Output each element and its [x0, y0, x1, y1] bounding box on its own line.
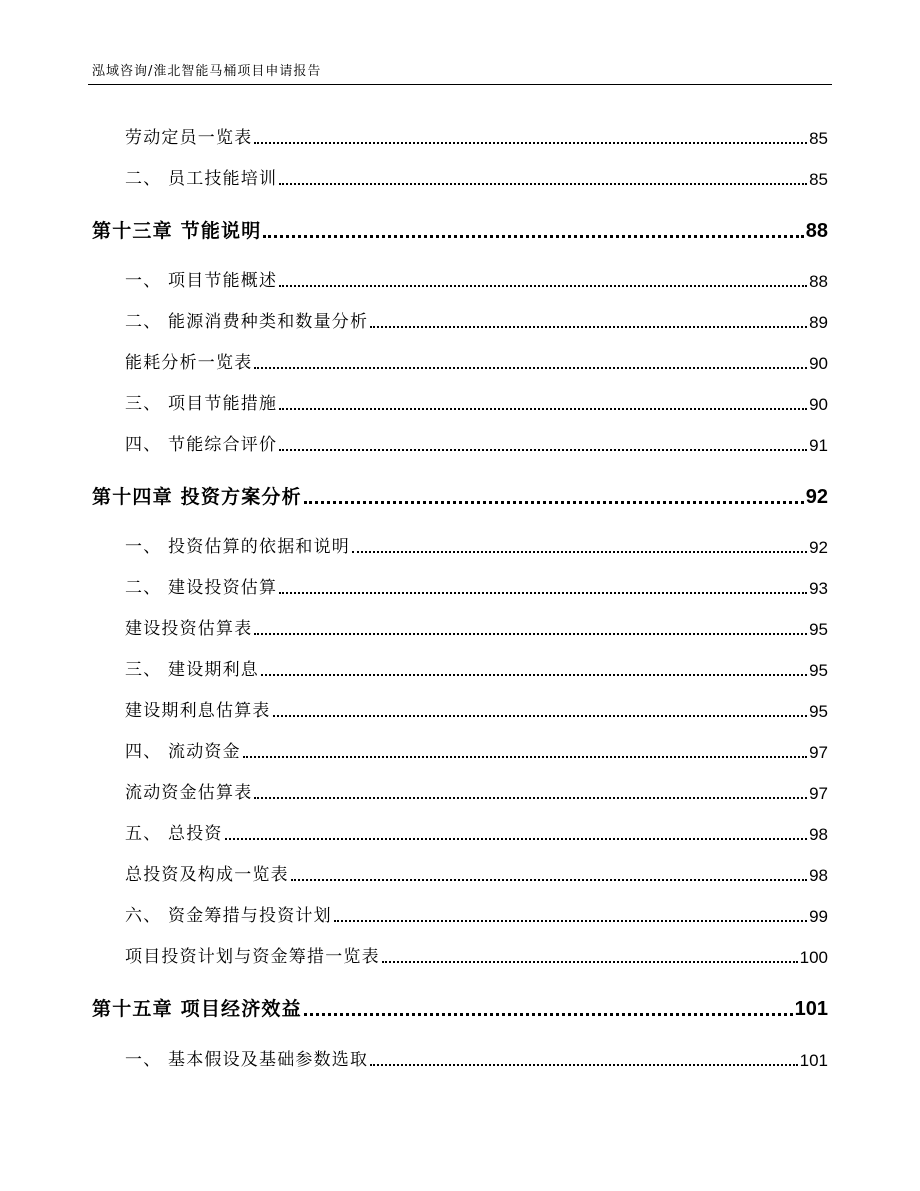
toc-entry-title: 第十四章 投资方案分析 [92, 486, 302, 508]
toc-section-entry[interactable] [125, 309, 828, 331]
toc-entry-title: 项目投资计划与资金筹措一览表 [125, 947, 380, 967]
toc-section-entry[interactable] [125, 862, 828, 884]
toc-entry-title: 六、 资金筹措与投资计划 [125, 906, 332, 926]
toc-entry-title: 劳动定员一览表 [125, 128, 253, 148]
toc-entry-page-number: 93 [809, 579, 828, 598]
toc-section-entry[interactable] [125, 780, 828, 802]
dot-leader [304, 1013, 793, 1016]
toc-entry-title: 二、 员工技能培训 [125, 169, 278, 189]
toc-entry-page-number: 97 [809, 743, 828, 762]
dot-leader [254, 797, 807, 799]
dot-leader [225, 838, 807, 840]
dot-leader [243, 756, 807, 758]
dot-leader [382, 961, 798, 963]
dot-leader [304, 501, 804, 504]
dot-leader [279, 183, 807, 185]
dot-leader [370, 326, 807, 328]
dot-leader [261, 674, 807, 676]
toc-section-entry[interactable] [125, 125, 828, 147]
toc-section-entry[interactable] [125, 575, 828, 597]
toc-entry-page-number: 101 [794, 998, 828, 1020]
toc-entry-page-number: 95 [809, 620, 828, 639]
toc-entry-title: 三、 建设期利息 [125, 660, 260, 680]
toc-entry-title: 五、 总投资 [125, 824, 223, 844]
dot-leader [254, 142, 807, 144]
toc-entry-title: 二、 能源消费种类和数量分析 [125, 312, 369, 332]
toc-entry-page-number: 92 [805, 486, 828, 508]
toc-entry-title: 能耗分析一览表 [125, 353, 253, 373]
toc-section-entry[interactable] [125, 391, 828, 413]
toc-entry-page-number: 85 [809, 170, 828, 189]
toc-entry-title: 四、 流动资金 [125, 742, 241, 762]
toc-section-entry[interactable] [125, 616, 828, 638]
toc-entry-title: 总投资及构成一览表 [125, 865, 289, 885]
toc-chapter-entry[interactable] [92, 481, 828, 507]
dot-leader [279, 449, 807, 451]
toc-entry-page-number: 95 [809, 702, 828, 721]
dot-leader [291, 879, 807, 881]
toc-entry-title: 建设投资估算表 [125, 619, 253, 639]
dot-leader [279, 408, 807, 410]
toc-entry-page-number: 85 [809, 129, 828, 148]
toc-entry-page-number: 90 [809, 395, 828, 414]
dot-leader [334, 920, 807, 922]
toc-section-entry[interactable] [125, 739, 828, 761]
toc-entry-title: 第十三章 节能说明 [92, 220, 262, 242]
toc-section-entry[interactable] [125, 350, 828, 372]
toc-section-entry[interactable] [125, 698, 828, 720]
toc-entry-page-number: 89 [809, 313, 828, 332]
dot-leader [263, 235, 803, 238]
toc-entry-title: 一、 基本假设及基础参数选取 [125, 1050, 369, 1070]
toc-section-entry[interactable] [125, 432, 828, 454]
toc-section-entry[interactable] [125, 534, 828, 556]
toc-entry-page-number: 98 [809, 825, 828, 844]
toc-entry-title: 二、 建设投资估算 [125, 578, 278, 598]
dot-leader [279, 592, 807, 594]
toc-entry-page-number: 97 [809, 784, 828, 803]
toc-entry-title: 四、 节能综合评价 [125, 435, 278, 455]
toc-section-entry[interactable] [125, 657, 828, 679]
toc-entry-page-number: 100 [799, 948, 828, 967]
toc-entry-title: 三、 项目节能措施 [125, 394, 278, 414]
toc-section-entry[interactable] [125, 268, 828, 290]
toc-section-entry[interactable] [125, 903, 828, 925]
toc-section-entry[interactable] [125, 1047, 828, 1069]
toc-entry-page-number: 95 [809, 661, 828, 680]
toc-entry-page-number: 88 [809, 272, 828, 291]
toc-entry-title: 流动资金估算表 [125, 783, 253, 803]
toc-section-entry[interactable] [125, 944, 828, 966]
dot-leader [279, 285, 807, 287]
toc-entry-title: 一、 投资估算的依据和说明 [125, 537, 351, 557]
dot-leader [254, 367, 807, 369]
toc-entry-page-number: 98 [809, 866, 828, 885]
toc-section-entry[interactable] [125, 821, 828, 843]
toc-entry-page-number: 99 [809, 907, 828, 926]
running-header: 泓域咨询/淮北智能马桶项目申请报告 [92, 64, 322, 79]
toc-entry-page-number: 90 [809, 354, 828, 373]
toc-chapter-entry[interactable] [92, 993, 828, 1019]
toc-entry-title: 建设期利息估算表 [125, 701, 271, 721]
dot-leader [370, 1064, 797, 1066]
toc-entry-title: 一、 项目节能概述 [125, 271, 278, 291]
dot-leader [273, 715, 807, 717]
toc-section-entry[interactable] [125, 166, 828, 188]
toc-entry-page-number: 91 [809, 436, 828, 455]
dot-leader [254, 633, 807, 635]
toc-chapter-entry[interactable] [92, 215, 828, 241]
toc-entry-page-number: 88 [805, 220, 828, 242]
toc-entry-title: 第十五章 项目经济效益 [92, 998, 302, 1020]
dot-leader [352, 551, 807, 553]
toc-entry-page-number: 92 [809, 538, 828, 557]
toc-entry-page-number: 101 [799, 1051, 828, 1070]
